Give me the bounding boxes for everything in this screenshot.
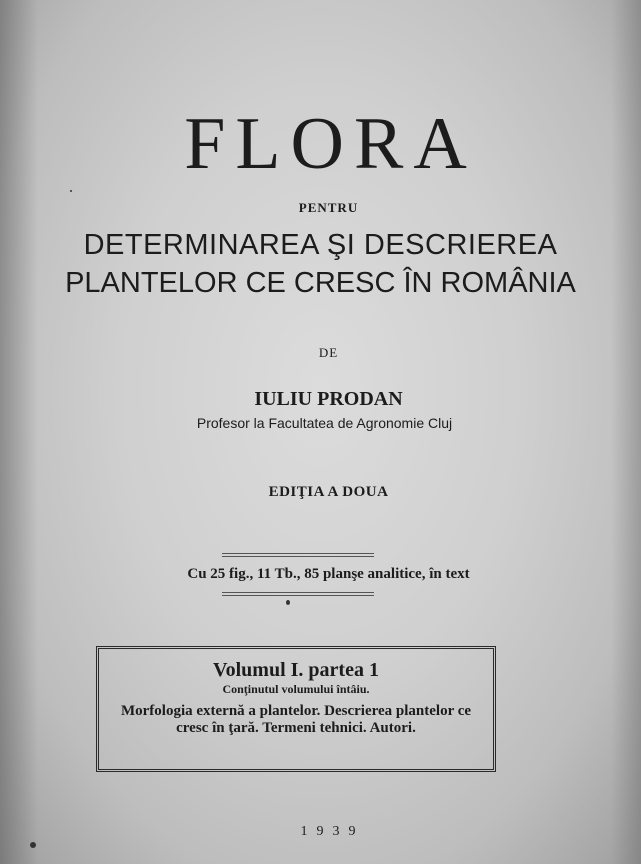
volume-description: Morfologia externă a plantelor. Descrierea plantelor ce cresc în ţară. Termeni tehnici. Autori. xyxy=(120,703,472,736)
divider-bottom xyxy=(222,592,374,593)
volume-title: Volumul I. partea 1 xyxy=(213,659,379,681)
author-affiliation: Profesor la Facultatea de Agronomie Cluj xyxy=(196,415,453,431)
divider-bottom-inner xyxy=(222,595,374,596)
subtitle-line-1: DETERMINAREA ŞI DESCRIEREA xyxy=(83,229,558,261)
volume-box xyxy=(96,646,496,772)
by-label: DE xyxy=(318,345,339,360)
divider-top xyxy=(222,553,374,554)
paper-speck xyxy=(286,600,290,605)
divider-top-inner xyxy=(222,556,374,557)
edition-label: EDIŢIA A DOUA xyxy=(268,484,389,500)
subtitle-line-2: PLANTELOR CE CRESC ÎN ROMÂNIA xyxy=(65,267,576,299)
publication-year: 1939 xyxy=(300,824,365,839)
volume-contents: Conţinutul volumului întâiu. xyxy=(222,682,370,696)
figures-note: Cu 25 fig., 11 Tb., 85 planşe analitice, în text xyxy=(187,566,470,582)
paper-speck xyxy=(30,842,36,848)
title-connector: PENTRU xyxy=(298,200,359,215)
book-title: FLORA xyxy=(184,103,477,185)
author-name: IULIU PRODAN xyxy=(254,388,403,410)
paper-speck xyxy=(70,190,72,192)
